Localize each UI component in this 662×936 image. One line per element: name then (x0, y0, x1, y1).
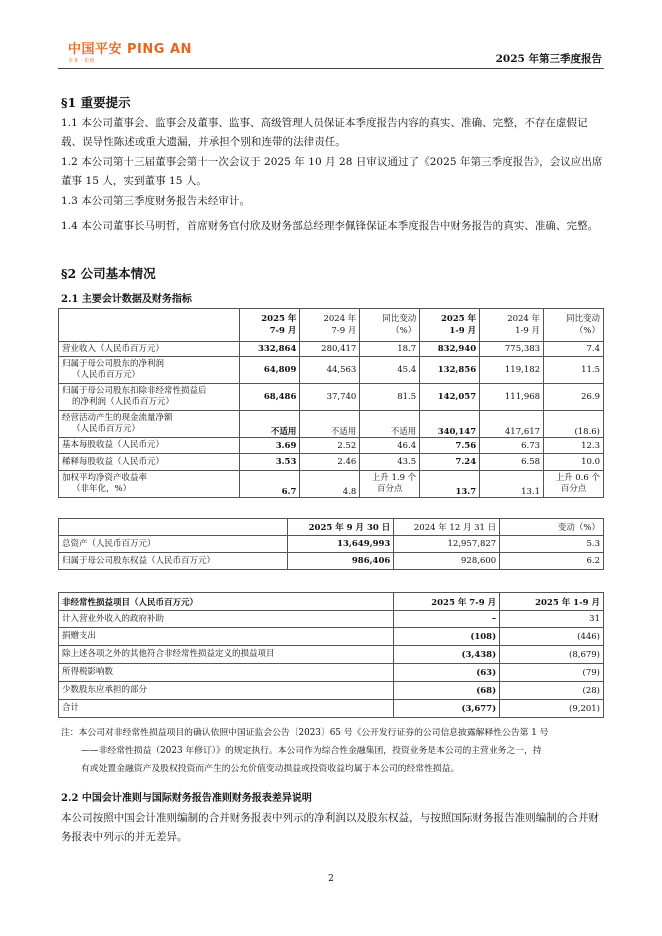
table-row (59, 628, 604, 646)
cell: 18.7 (360, 342, 420, 357)
table-header-row (59, 309, 604, 342)
cell: 81.5 (360, 384, 420, 411)
col-header: 2025 年 1-9 月 (420, 309, 480, 342)
row-label: 捐赠支出 (59, 628, 394, 646)
ping-an-logo (68, 38, 192, 64)
col-header: 2025 年 9 月 30 日 (288, 519, 394, 536)
report-title: 2025 年第三季度报告 (495, 53, 602, 65)
cell: 7.4 (544, 342, 604, 357)
cell: 340,147 (420, 411, 480, 438)
cell: 111,968 (480, 384, 544, 411)
cell: 832,940 (420, 342, 480, 357)
col-header: 2024 年 1-9 月 (480, 309, 544, 342)
cell: 7.24 (420, 454, 480, 471)
footnote-line: ——非经常性损益（2023 年修订）》的规定执行。本公司作为综合性金融集团，投资业务是本公司的主营业务之一，持 (81, 746, 542, 756)
cell: 13,649,993 (288, 536, 394, 553)
cell: (3,677) (394, 700, 500, 718)
table-row (59, 682, 604, 700)
cell: 142,057 (420, 384, 480, 411)
logo-tagline: 专业 · 价值 (68, 58, 95, 64)
cell: 不适用 (240, 411, 300, 438)
section2-title: §2 公司基本情况 (61, 266, 156, 281)
cell: (63) (394, 664, 500, 682)
cell: 928,600 (394, 553, 500, 570)
table-row (59, 411, 604, 438)
key-financial-data-table (58, 308, 604, 498)
cell: (108) (394, 628, 500, 646)
table-header-row (59, 519, 604, 536)
cell: 986,406 (288, 553, 394, 570)
cell: 3.53 (240, 454, 300, 471)
cell: 46.4 (360, 438, 420, 454)
cell: 26.9 (544, 384, 604, 411)
cell: 4.8 (300, 471, 360, 498)
header-blank-cell (59, 519, 288, 536)
cell: 119,182 (480, 357, 544, 384)
para-1-3: 1.3 本公司第三季度财务报告未经审计。 (61, 195, 251, 207)
cell: 43.5 (360, 454, 420, 471)
table-row (59, 700, 604, 718)
para-1-4: 1.4 本公司董事长马明哲，首席财务官付欣及财务部总经理李佩锋保证本季度报告中财务报告的真实、准确、完整。 (61, 220, 599, 232)
cell: 3.69 (240, 438, 300, 454)
cell: 6.58 (480, 454, 544, 471)
cell: 11.5 (544, 357, 604, 384)
cell: (446) (500, 628, 604, 646)
cell: 上升 0.6 个 百分点 (544, 471, 604, 498)
row-label: 稀释每股收益（人民币元） (59, 454, 240, 471)
cell: 6.73 (480, 438, 544, 454)
cell: 12,957,827 (394, 536, 500, 553)
cell: 2.52 (300, 438, 360, 454)
footnote-line: 注：本公司对非经常性损益项目的确认依照中国证监会公告〔2023〕65 号《公开发行证券的公司信息披露解释性公告第 1 号 (61, 728, 549, 738)
col-header: 变动（%） (500, 519, 604, 536)
table-row (59, 536, 604, 553)
table-row (59, 384, 604, 411)
row-label: 归属于母公司股东权益（人民币百万元） (59, 553, 288, 570)
table-row (59, 553, 604, 570)
subsection-2-1-title: 2.1 主要会计数据及财务指标 (61, 294, 192, 305)
para-1-1: 1.1 本公司董事会、监事会及董事、监事、高级管理人员保证本季度报告内容的真实、准确、完整，不存在虚假记载、误导性陈述或重大遗漏，并承担个别和连带的法律责任。 (61, 117, 588, 148)
para-1-2: 1.2 本公司第十三届董事会第十一次会议于 2025 年 10 月 28 日审议通过了《2025 年第三季度报告》，会议应出席董事 15 人，实到董事 15 人。 (61, 156, 603, 187)
cell: 2.46 (300, 454, 360, 471)
non-recurring-items-table (58, 592, 604, 718)
cell: 132,856 (420, 357, 480, 384)
cell: 上升 1.9 个 百分点 (360, 471, 420, 498)
header-blank-cell (59, 309, 240, 342)
cell: (3,438) (394, 646, 500, 664)
row-label: 营业收入（人民币百万元） (59, 342, 240, 357)
cell: (8,679) (500, 646, 604, 664)
cell: 不适用 (360, 411, 420, 438)
page-header (58, 36, 604, 69)
cell: 31 (500, 611, 604, 628)
row-label: 少数股东应承担的部分 (59, 682, 394, 700)
cell: 280,417 (300, 342, 360, 357)
col-header: 2025 年 1-9 月 (500, 593, 604, 611)
cell: (9,201) (500, 700, 604, 718)
row-label: 基本每股收益（人民币元） (59, 438, 240, 454)
row-label: 计入营业外收入的政府补助 (59, 611, 394, 628)
row-label: 合计 (59, 700, 394, 718)
cell: 12.3 (544, 438, 604, 454)
logo-text: 中国平安 PING AN (68, 42, 192, 57)
cell: 10.0 (544, 454, 604, 471)
table-row (59, 342, 604, 357)
row-label: 经营活动产生的现金流量净额 （人民币百万元） (59, 411, 240, 438)
row-label: 所得税影响数 (59, 664, 394, 682)
table-row (59, 646, 604, 664)
subsection-2-2-title: 2.2 中国会计准则与国际财务报告准则财务报表差异说明 (61, 793, 312, 804)
cell: 64,809 (240, 357, 300, 384)
row-label: 加权平均净资产收益率 （非年化，%） (59, 471, 240, 498)
table-header-row (59, 593, 604, 611)
table-row (59, 357, 604, 384)
col-header: 2025 年 7-9 月 (240, 309, 300, 342)
cell: 332,864 (240, 342, 300, 357)
cell: 37,740 (300, 384, 360, 411)
cell: 6.2 (500, 553, 604, 570)
table-row (59, 471, 604, 498)
row-label: 除上述各项之外的其他符合非经常性损益定义的损益项目 (59, 646, 394, 664)
col-header: 非经常性损益项目（人民币百万元） (59, 593, 394, 611)
page-number: 2 (328, 874, 334, 884)
table-footnote (61, 724, 606, 778)
cell: 不适用 (300, 411, 360, 438)
row-label: 归属于母公司股东扣除非经常性损益后 的净利润（人民币百万元） (59, 384, 240, 411)
cell: 6.7 (240, 471, 300, 498)
table-row (59, 454, 604, 471)
para-2-2: 本公司按照中国会计准则编制的合并财务报表中列示的净利润以及股东权益，与按照国际财务报告准则编制的合并财务报表中列示的并无差异。 (61, 812, 600, 843)
row-label: 总资产（人民币百万元） (59, 536, 288, 553)
cell: 775,383 (480, 342, 544, 357)
cell: 5.3 (500, 536, 604, 553)
table-row (59, 611, 604, 628)
footnote-line: 有或处置金融资产及股权投资而产生的公允价值变动损益或投资收益均属于本公司的经常性损益。 (81, 764, 460, 774)
col-header: 同比变动 （%） (544, 309, 604, 342)
cell: 45.4 (360, 357, 420, 384)
cell: (18.6) (544, 411, 604, 438)
cell: (68) (394, 682, 500, 700)
row-label: 归属于母公司股东的净利润 （人民币百万元） (59, 357, 240, 384)
col-header: 2024 年 7-9 月 (300, 309, 360, 342)
cell: (79) (500, 664, 604, 682)
cell: 417,617 (480, 411, 544, 438)
cell: 7.56 (420, 438, 480, 454)
cell: 13.7 (420, 471, 480, 498)
col-header: 2025 年 7-9 月 (394, 593, 500, 611)
col-header: 2024 年 12 月 31 日 (394, 519, 500, 536)
cell: (28) (500, 682, 604, 700)
table-row (59, 664, 604, 682)
cell: 44,563 (300, 357, 360, 384)
cell: 68,486 (240, 384, 300, 411)
balance-sheet-table (58, 518, 604, 570)
table-row (59, 438, 604, 454)
cell: – (394, 611, 500, 628)
cell: 13.1 (480, 471, 544, 498)
col-header: 同比变动 （%） (360, 309, 420, 342)
section1-title: §1 重要提示 (61, 95, 131, 110)
